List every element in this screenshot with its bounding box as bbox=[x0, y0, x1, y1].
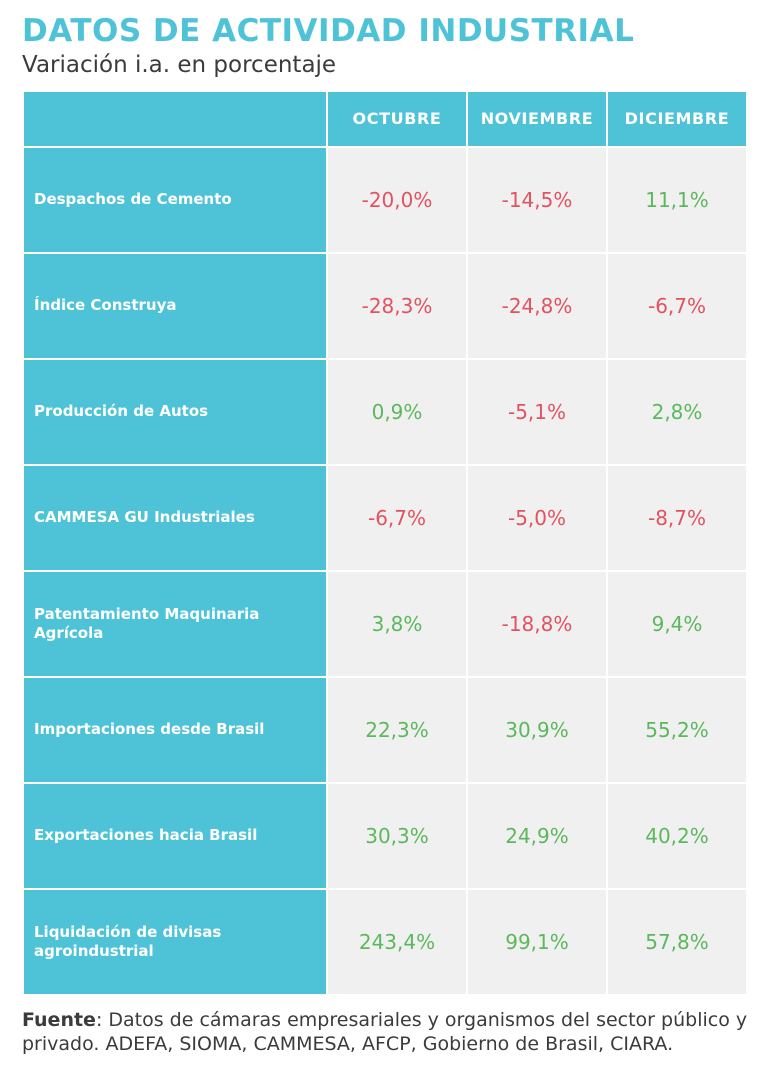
row-label: Despachos de Cemento bbox=[24, 148, 326, 252]
table-cell: 55,2% bbox=[608, 678, 746, 782]
row-label: Importaciones desde Brasil bbox=[24, 678, 326, 782]
table-cell: -6,7% bbox=[608, 254, 746, 358]
table-cell: 40,2% bbox=[608, 784, 746, 888]
source-note-text: : Datos de cámaras empresariales y organismos del sector público y privado. ADEFA, SIOMA, CAMMESA, AFCP, Gobierno de Brasil, CIARA. bbox=[22, 1008, 748, 1056]
row-label: Exportaciones hacia Brasil bbox=[24, 784, 326, 888]
table-row bbox=[24, 890, 746, 994]
table-cell: 30,3% bbox=[328, 784, 466, 888]
table-cell: 3,8% bbox=[328, 572, 466, 676]
table-row bbox=[24, 148, 746, 252]
table-cell: -20,0% bbox=[328, 148, 466, 252]
table-cell: -6,7% bbox=[328, 466, 466, 570]
table-cell: 0,9% bbox=[328, 360, 466, 464]
table-row bbox=[24, 678, 746, 782]
table-row bbox=[24, 254, 746, 358]
table-cell: 24,9% bbox=[468, 784, 606, 888]
row-label: Índice Construya bbox=[24, 254, 326, 358]
column-header-octubre: OCTUBRE bbox=[328, 92, 466, 146]
source-note-label: Fuente bbox=[22, 1008, 96, 1031]
row-label: Liquidación de divisas agroindustrial bbox=[24, 890, 326, 994]
page-subtitle: Variación i.a. en porcentaje bbox=[22, 52, 337, 79]
table-cell: -14,5% bbox=[468, 148, 606, 252]
table-corner-cell bbox=[24, 92, 326, 146]
table-cell: 2,8% bbox=[608, 360, 746, 464]
table-cell: -5,0% bbox=[468, 466, 606, 570]
table-header bbox=[24, 92, 746, 146]
table-cell: -5,1% bbox=[468, 360, 606, 464]
column-header-diciembre: DICIEMBRE bbox=[608, 92, 746, 146]
table-cell: 11,1% bbox=[608, 148, 746, 252]
table-cell: -8,7% bbox=[608, 466, 746, 570]
table-row bbox=[24, 572, 746, 676]
table-cell: 9,4% bbox=[608, 572, 746, 676]
table-row bbox=[24, 466, 746, 570]
table-cell: 57,8% bbox=[608, 890, 746, 994]
table-header-row bbox=[24, 92, 746, 146]
table-cell: 243,4% bbox=[328, 890, 466, 994]
table-row bbox=[24, 360, 746, 464]
table-body bbox=[24, 148, 746, 994]
table-cell: 99,1% bbox=[468, 890, 606, 994]
table-cell: -18,8% bbox=[468, 572, 606, 676]
column-header-noviembre: NOVIEMBRE bbox=[468, 92, 606, 146]
table-row bbox=[24, 784, 746, 888]
table-cell: -24,8% bbox=[468, 254, 606, 358]
row-label: Patentamiento Maquinaria Agrícola bbox=[24, 572, 326, 676]
source-note bbox=[22, 1008, 748, 1057]
row-label: Producción de Autos bbox=[24, 360, 326, 464]
industrial-activity-table bbox=[22, 90, 748, 996]
table-cell: -28,3% bbox=[328, 254, 466, 358]
table-cell: 22,3% bbox=[328, 678, 466, 782]
row-label: CAMMESA GU Industriales bbox=[24, 466, 326, 570]
page-title: DATOS DE ACTIVIDAD INDUSTRIAL bbox=[22, 13, 635, 49]
table-cell: 30,9% bbox=[468, 678, 606, 782]
